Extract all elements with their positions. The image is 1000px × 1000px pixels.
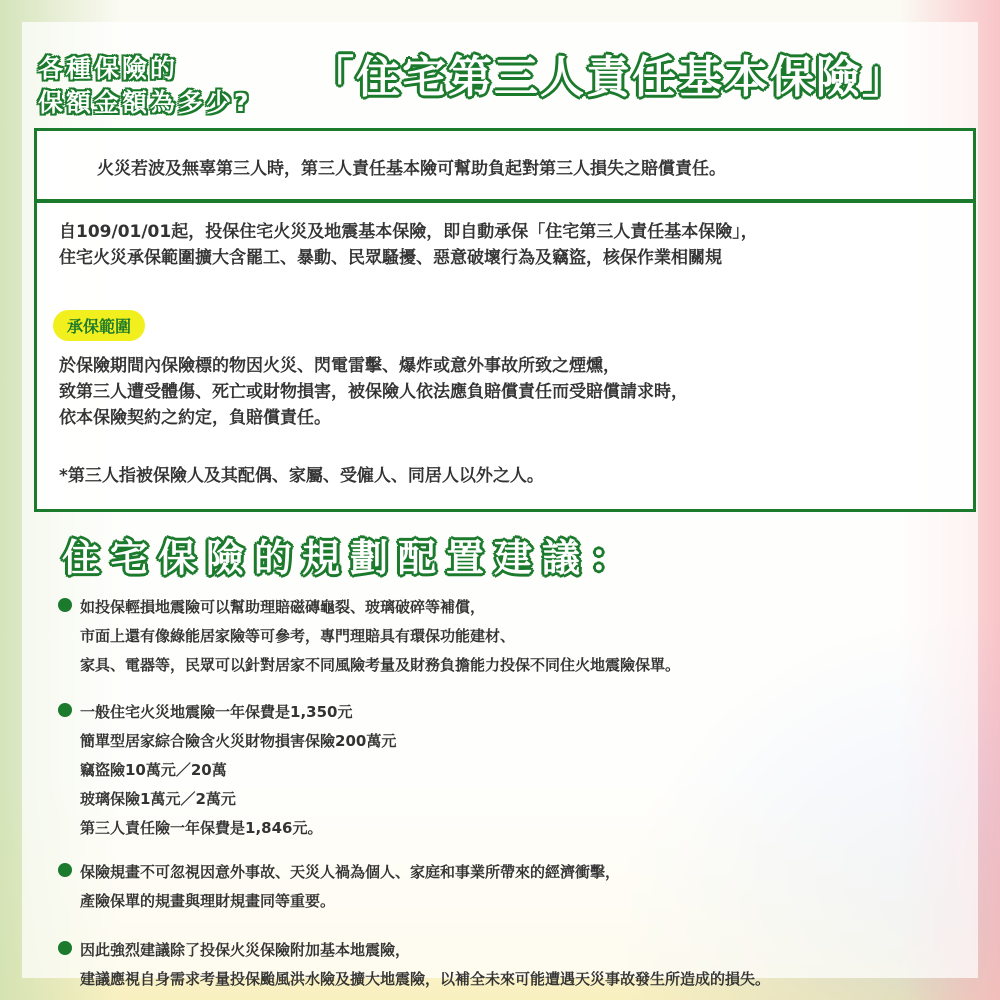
coverage-line-2: 致第三人遭受體傷、死亡或財物損害，被保險人依法應負賠償責任而受賠償請求時，	[59, 382, 688, 402]
bullet-item	[58, 858, 620, 916]
coverage-tag: 承保範圍	[53, 310, 145, 341]
bullet-line: 竊盜險10萬元／20萬	[80, 761, 227, 779]
coverage-text	[59, 353, 959, 431]
page-title: 「住宅第三人責任基本保險」	[310, 52, 908, 103]
bullet-item	[58, 936, 770, 994]
bullet-dot-icon	[58, 941, 72, 955]
header-question-line2: 保額金額為多少?	[38, 88, 252, 117]
section-title: 住宅保險的規劃配置建議：	[62, 536, 639, 580]
bullet-line: 保險規畫不可忽視因意外事故、天災人禍為個人、家庭和事業所帶來的經濟衝擊，	[80, 863, 621, 881]
effective-line-1: 自109/01/01起，投保住宅火災及地震基本保險，即自動承保「住宅第三人責任基本保險」，	[59, 222, 758, 242]
intro-box	[34, 128, 976, 202]
coverage-line-3: 依本保險契約之約定，負賠償責任。	[59, 408, 331, 428]
bullet-line: 一般住宅火災地震險一年保費是1,350元	[80, 703, 353, 721]
third-party-note: *第三人指被保險人及其配偶、家屬、受僱人、同居人以外之人。	[59, 466, 544, 486]
bullet-line: 第三人責任險一年保費是1,846元。	[80, 819, 323, 837]
coverage-line-1: 於保險期間內保險標的物因火災、閃電雷擊、爆炸或意外事故所致之煙燻，	[59, 356, 620, 376]
intro-text: 火災若波及無辜第三人時，第三人責任基本險可幫助負起對第三人損失之賠償責任。	[97, 159, 726, 179]
bullet-dot-icon	[58, 863, 72, 877]
bullet-line: 因此強烈建議除了投保火災保險附加基本地震險，	[80, 941, 411, 959]
bullet-line: 市面上還有像綠能居家險等可參考，專門理賠具有環保功能建材、	[80, 627, 516, 645]
effective-line-2: 住宅火災承保範圍擴大含罷工、暴動、民眾騷擾、惡意破壞行為及竊盜，核保作業相關規	[59, 248, 722, 268]
bullet-item	[58, 698, 396, 843]
effective-date-text	[59, 219, 959, 271]
header-question-line1: 各種保險的	[38, 54, 179, 83]
bullet-line: 如投保輕損地震險可以幫助理賠磁磚龜裂、玻璃破碎等補償，	[80, 598, 486, 616]
header-question	[38, 52, 252, 120]
bullet-line: 產險保單的規畫與理財規畫同等重要。	[80, 892, 336, 910]
coverage-box	[34, 200, 976, 512]
bullet-line: 建議應視自身需求考量投保颱風洪水險及擴大地震險，以補全未來可能遭遇天災事故發生所造成的損失。	[80, 970, 771, 988]
bullet-dot-icon	[58, 598, 72, 612]
bullet-line: 簡單型居家綜合險含火災財物損害保險200萬元	[80, 732, 397, 750]
bullet-line: 玻璃保險1萬元／2萬元	[80, 790, 236, 808]
bullet-item	[58, 593, 680, 680]
bullet-dot-icon	[58, 703, 72, 717]
bullet-line: 家具、電器等，民眾可以針對居家不同風險考量及財務負擔能力投保不同住火地震險保單。	[80, 656, 681, 674]
